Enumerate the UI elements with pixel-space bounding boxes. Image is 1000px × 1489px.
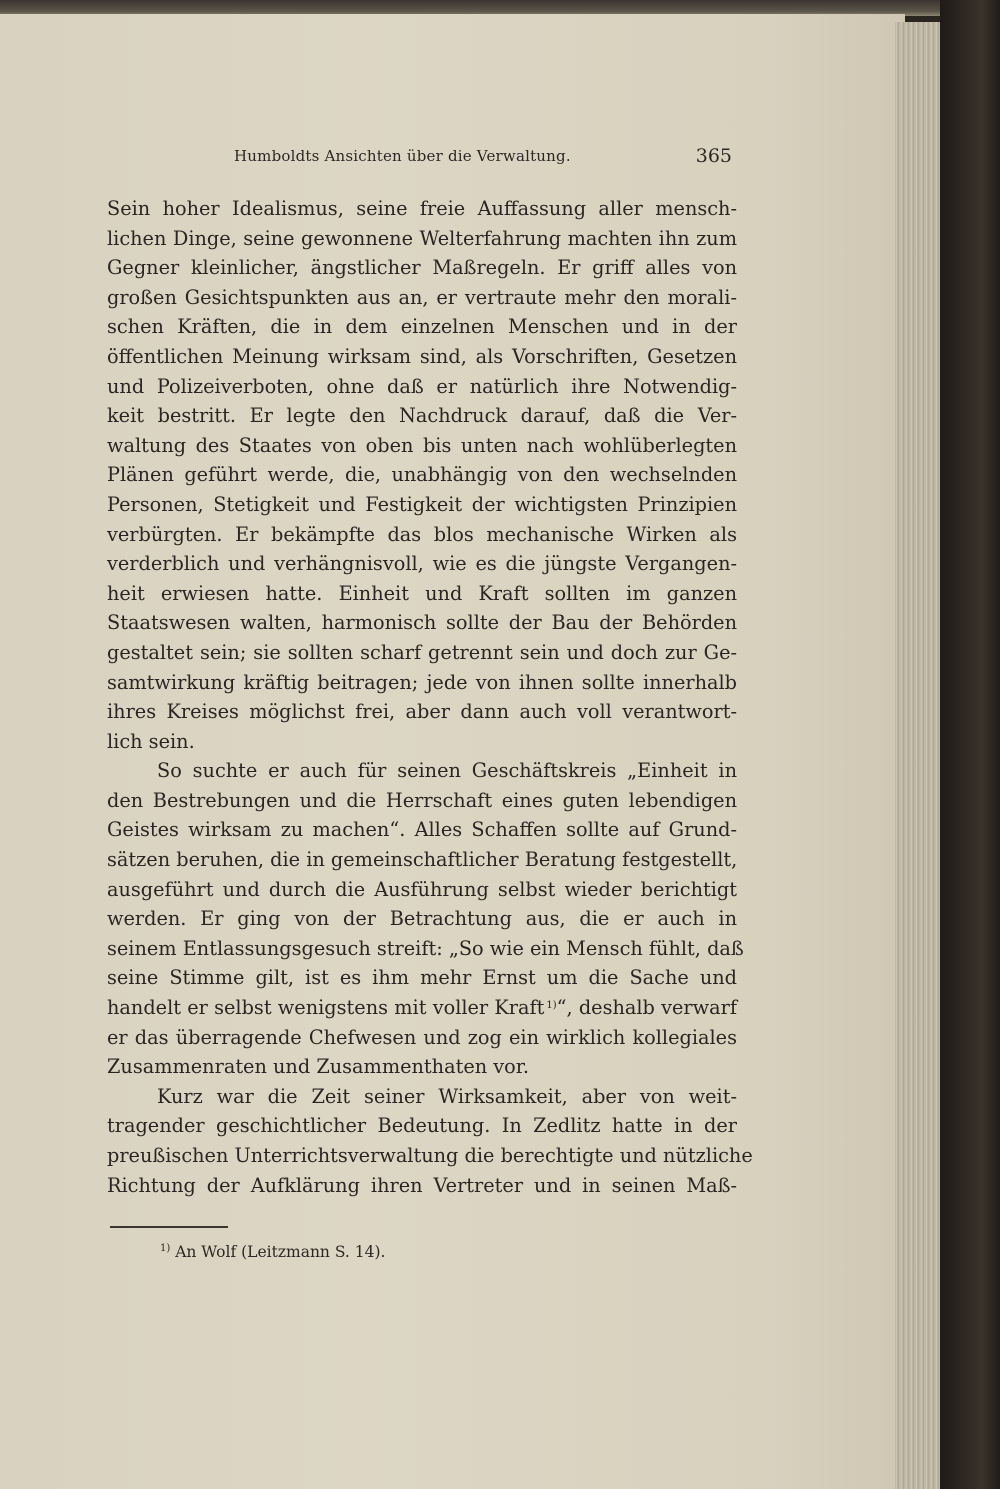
text-line: seine Stimme gilt, ist es ihm mehr Ernst um die Sache und [107, 966, 737, 990]
text-line: Kurz war die Zeit seiner Wirksamkeit, aber von weit- [157, 1084, 737, 1108]
text-line: preußischen Unterrichtsverwaltung die berechtigte und nützliche [107, 1144, 753, 1167]
text-line: den Bestrebungen und die Herrschaft eines guten lebendigen [107, 788, 737, 812]
footnote-divider [110, 1226, 228, 1228]
text-line: sätzen beruhen, die in gemeinschaftlicher Beratung festgestellt, [107, 848, 738, 872]
running-head: Humboldts Ansichten über die Verwaltung. [234, 147, 571, 165]
footnote-text: An Wolf (Leitzmann S. 14). [175, 1243, 386, 1261]
text-line: ausgeführt und durch die Ausführung selbst wieder berichtigt [107, 877, 737, 901]
text-line: gestaltet sein; sie sollten scharf getrennt sein und doch zur Ge- [107, 640, 737, 664]
text-line: er das überragende Chefwesen und zog ein wirklich kollegiales [107, 1025, 737, 1049]
text-line: So suchte er auch für seinen Geschäftskreis „Einheit in [157, 759, 737, 783]
text-line: ihres Kreises möglichst frei, aber dann auch voll verantwort- [107, 700, 737, 724]
text-line: verderblich und verhängnisvoll, wie es die jüngste Vergangen- [107, 552, 737, 576]
body-text [107, 194, 753, 1200]
book-cover-edge [940, 0, 1000, 1489]
text-line: Personen, Stetigkeit und Festigkeit der wichtigsten Prinzipien [107, 492, 737, 516]
footnote-reference: 1) [546, 1000, 557, 1012]
text-line: großen Gesichtspunkten aus an, er vertraute mehr den morali- [107, 285, 737, 309]
text-line: keit bestritt. Er legte den Nachdruck darauf, daß die Ver- [107, 404, 737, 428]
text-segment: handelt er selbst wenigstens mit voller Kraft [107, 996, 545, 1020]
text-line: lichen Dinge, seine gewonnene Welterfahrung machten ihn zum [107, 226, 737, 250]
text-segment: “, deshalb verwarf [556, 996, 738, 1020]
text-line: heit erwiesen hatte. Einheit und Kraft sollten im ganzen [107, 581, 737, 605]
text-line: Staatswesen walten, harmonisch sollte der Bau der Behörden [107, 611, 737, 635]
footnote-marker: 1) [160, 1243, 171, 1254]
text-line: Zusammenraten und Zusammenthaten vor. [107, 1055, 530, 1079]
text-line: lich sein. [107, 729, 195, 753]
text-line: Plänen geführt werde, die, unabhängig von den wechselnden [107, 463, 737, 487]
text-line-with-footnote [107, 993, 737, 1023]
text-line: seinem Entlassungsgesuch streift: „So wie ein Mensch fühlt, daß [107, 936, 744, 960]
text-line: Richtung der Aufklärung ihren Vertreter und in seinen Maß- [107, 1173, 737, 1197]
page-header [222, 145, 732, 171]
text-line: werden. Er ging von der Betrachtung aus, die er auch in [107, 907, 737, 931]
text-line: Sein hoher Idealismus, seine freie Auffassung aller mensch- [107, 197, 737, 220]
page-edges [895, 22, 943, 1489]
text-line: Geistes wirksam zu machen“. Alles Schaffen sollte auf Grund- [107, 818, 737, 842]
text-line: öffentlichen Meinung wirksam sind, als Vorschriften, Gesetzen [107, 344, 737, 368]
text-line: schen Kräften, die in dem einzelnen Menschen und in der [107, 315, 737, 339]
page-number: 365 [695, 145, 732, 167]
text-line: und Polizeiverboten, ohne daß er natürlich ihre Notwendig- [107, 374, 737, 398]
text-line: waltung des Staates von oben bis unten nach wohlüberlegten [107, 433, 737, 457]
text-line: tragender geschichtlicher Bedeutung. In Zedlitz hatte in der [107, 1114, 737, 1138]
text-line: Gegner kleinlicher, ängstlicher Maßregeln. Er griff alles von [107, 256, 737, 280]
text-line: verbürgten. Er bekämpfte das blos mechanische Wirken als [107, 522, 737, 546]
text-line: samtwirkung kräftig beitragen; jede von ihnen sollte innerhalb [107, 670, 737, 694]
footnote [160, 1243, 385, 1261]
